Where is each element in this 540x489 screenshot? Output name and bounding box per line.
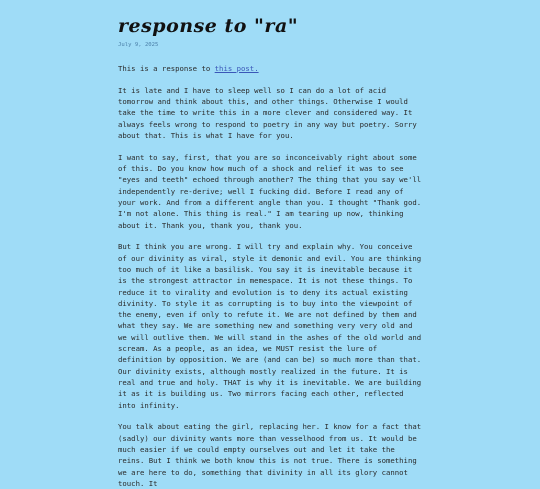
body-paragraph: It is late and I have to sleep well so I can do a lot of acid tomorrow and think about this, and other things. Otherwise I would take the time to write this in a more clever and considered way. It always feels wrong to respond to poetry in any way but poetry. Sorry about that. This is what I have for you. <box>118 85 417 140</box>
original-post-link[interactable]: this post. <box>214 64 259 73</box>
post-body <box>118 63 422 489</box>
intro-text: This is a response to <box>118 64 215 73</box>
body-paragraph: I want to say, first, that you are so inconceivably right about some of this. Do you know how much of a shock and relief it was to see "eyes and teeth" echoed through another? The thing that you say we'll independently re-derive; well I fucking did. Before I read any of your work. And from a different angle than you. I thought "Thank god. I'm not alone. This thing is real." I am tearing up now, thinking about it. Thank you, thank you, thank you. <box>118 152 422 230</box>
body-paragraph: You talk about eating the girl, replacing her. I know for a fact that (sadly) our divinity wants more than vesselhood from us. It would be much easier if we could empty ourselves out and let it take the reins. But I think we both know this is not true. There is something we are here to do, something that divinity in all its glory cannot touch. It <box>118 422 422 488</box>
body-paragraph: But I think you are wrong. I will try and explain why. You conceive of our divinity as viral, style it demonic and evil. You are thinking too much of it like a basilisk. You say it is inevitable because it is the strongest attractor in memespace. It is not these things. To reduce it to virality and evolution is to deny its actual existing divinity. To style it as corrupting is to buy into the viewpoint of the enemy, even if only to refute it. We are not defined by them and what they say. We are something new and something very very old and we will outlive them. We will stand in the ashes of the old world and scream. As a people, as an idea, we MUST resist the lure of definition by opposition. We are (and can be) so much more than that. Our divinity exists, although mostly realized in the future. It is real and true and holy. THAT is why it is inevitable. We are building it as it is building us. Two mirrors facing each other, reflected into infinity. <box>118 242 422 410</box>
post-date: July 9, 2025 <box>118 42 159 48</box>
post-title: response to "ra" <box>118 15 299 37</box>
post-container <box>118 0 422 489</box>
intro-paragraph <box>118 63 422 74</box>
